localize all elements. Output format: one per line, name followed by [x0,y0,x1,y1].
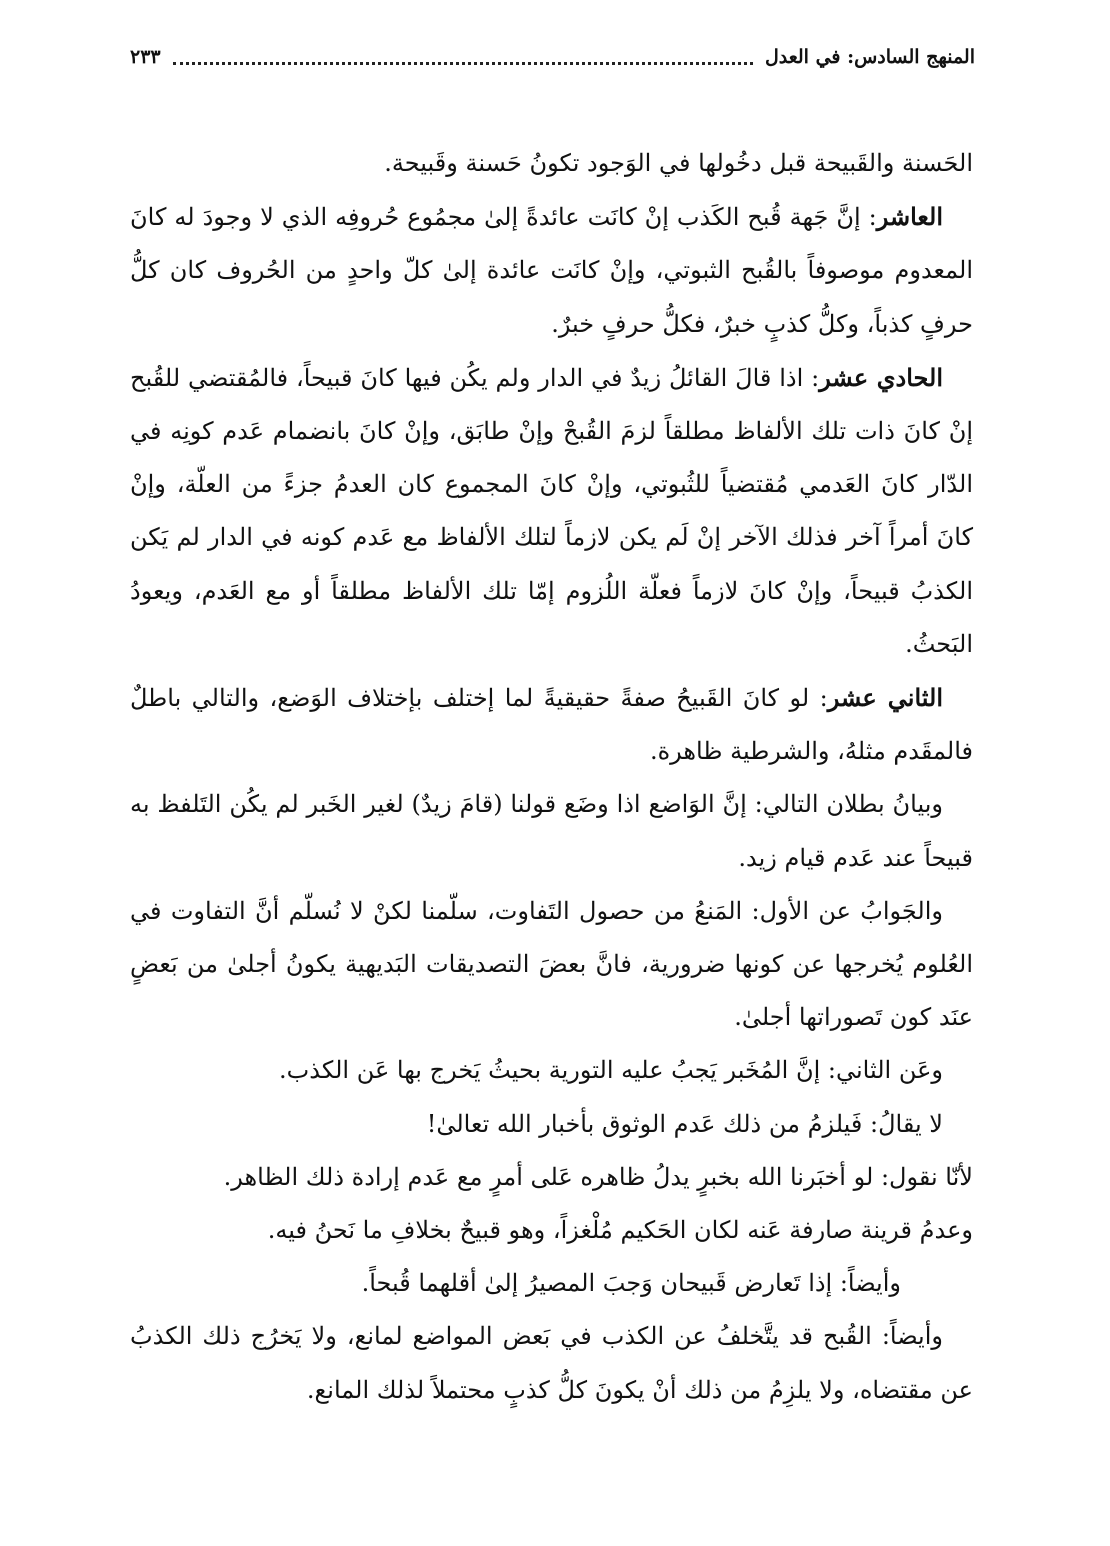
section-lead: العاشر [876,202,943,232]
paragraph-text: وبيانُ بطلان التالي: إنَّ الوَاضع اذا وضَع قولنا (قامَ زيدٌ) لغير الخَبر لم يكُن التَلفظ به قبيحاً عند عَدم قيام زيد. [130,790,973,872]
paragraph [130,1310,973,1416]
paragraph [130,351,973,671]
paragraph-text: وأيضاً: القُبح قد يتَّخلفُ عن الكذب في بَعض المواضع لمانع، ولا يَخرُج ذلك الكذبُ عن مقتضاه، ولا يلزِمُ من ذلك أنْ يكونَ كلُّ كذبٍ محتملاً لذلك المانع. [130,1322,973,1404]
paragraph [130,1257,973,1310]
page-body [130,137,973,1417]
paragraph-text: : لو كانَ القَبيحُ صفةً حقيقيةً لما إختلف بإختلاف الوَضع، والتالي باطلٌ فالمقَدم مثلهُ، والشرطية ظاهرة. [130,684,973,766]
paragraph [130,1151,973,1204]
paragraph [130,1098,973,1151]
paragraph [130,778,973,884]
paragraph-text: : إنَّ جَهة قُبح الكَذب إنْ كانَت عائدةً إلىٰ مجمُوع حُروفِه الذي لا وجودَ له كانَ المعدوم موصوفاً بالقُبح الثبوتي، وإنْ كانَت عائدة إلىٰ كلّ واحدٍ من الحُروف كان كلُّ حرفٍ كذباً، وكلُّ كذبٍ خبرٌ، فكلُّ حرفٍ خبرٌ. [130,203,973,338]
page-number: ٢٣٣ [130,46,161,68]
paragraph-text: الحَسنة والقَبيحة قبل دخُولها في الوَجود تكونُ حَسنة وقَبيحة. [384,149,973,177]
header-title: المنهج السادس: في العدل [764,46,975,68]
paragraph [130,190,973,351]
section-lead: الحادي عشر [819,362,943,392]
paragraph-text: لا يقالُ: فَيلزمُ من ذلك عَدم الوثوق بأخبار الله تعالىٰ! [426,1109,943,1138]
paragraph-text: : اذا قالَ القائلُ زيدٌ في الدار ولم يكُن فيها كانَ قبيحاً، فالمُقتضي للقُبح إنْ كانَ ذات تلك الألفاظ مطلقاً لزمَ القُبحْ وإنْ طابَق، وإنْ كانَ بانضمام عَدم كونِه في الدّار كانَ العَدمي مُقتضياً للثُبوتي، وإنْ كانَ المجموع كان العدمُ جزءً من العلّة، وإنْ كانَ أمراً آخر فذلك الآخر إنْ لَم يكن لازماً لتلك الألفاظ مع عَدم كونه في الدار لم يَكن الكذبُ قبيحاً، وإنْ كانَ لازماً فعلّة اللُزوم إمّا تلك الألفاظ مطلقاً أو مع العَدم، ويعودُ البَحثُ. [130,363,974,658]
paragraph-text: وعدمُ قرينة صارفة عَنه لكان الحَكيم مُلْغزاً، وهو قبيحٌ بخلافِ ما نَحنُ فيه. [267,1216,973,1245]
paragraph-text: وأيضاً: إذا تَعارض قَبيحان وَجبَ المصيرُ إلىٰ أقلهما قُبحاً. [361,1269,901,1298]
header-dot-leader [173,50,753,65]
section-lead: الثاني عشر [827,683,944,713]
paragraph [130,1204,973,1257]
paragraph-text: والجَوابُ عن الأول: المَنعُ من حصول التَفاوت، سلّمنا لكنْ لا نُسلّم أنَّ التفاوت في العُلوم يُخرجها عن كونها ضرورية، فانَّ بعضَ التصديقات البَديهية يكونُ أجلىٰ من بَعضٍ عنَد كون تَصوراتها أجلىٰ. [130,896,973,1032]
paragraph [130,1044,973,1097]
paragraph-text: وعَن الثاني: إنَّ المُخَبر يَجبُ عليه التورية بحيثُ يَخرج بها عَن الكذب. [279,1056,943,1085]
paragraph [130,137,973,190]
running-header [130,40,975,74]
paragraph-text: لأنّا نقول: لو أخبَرنا الله بخبرٍ يدلُ ظاهره عَلى أمرٍ مع عَدم إرادة ذلك الظاهر. [223,1162,973,1191]
paragraph [130,671,973,778]
paragraph [130,885,973,1045]
